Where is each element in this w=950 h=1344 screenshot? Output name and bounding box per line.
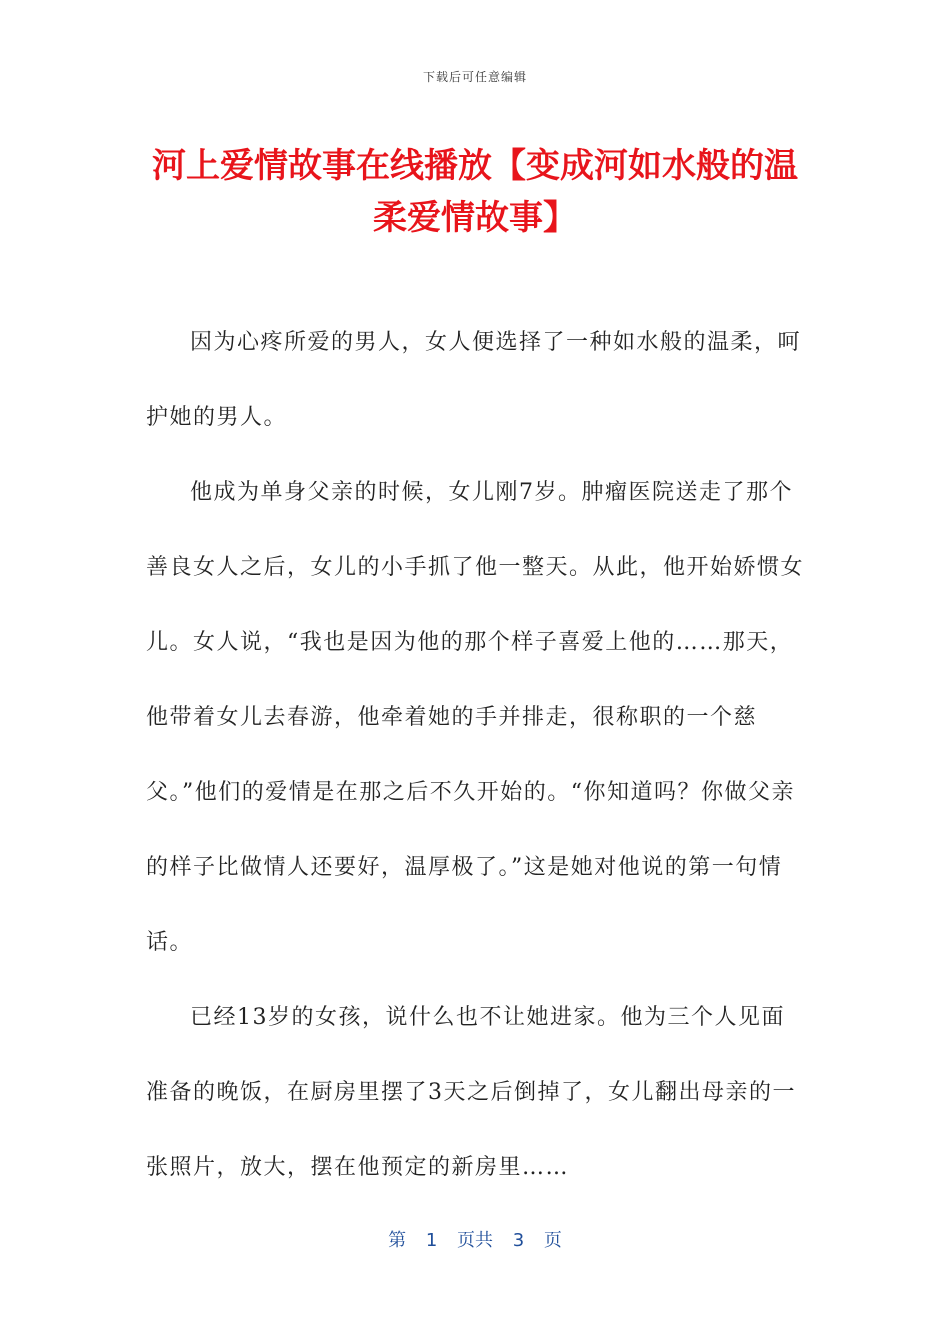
document-body bbox=[146, 305, 806, 1205]
document-title: 河上爱情故事在线播放【变成河如水般的温柔爱情故事】 bbox=[152, 146, 798, 238]
total-pages-number: 3 bbox=[512, 1230, 525, 1251]
paragraph-3: 已经13岁的女孩，说什么也不让她进家。他为三个人见面准备的晚饭，在厨房里摆了3天之后倒掉了，女儿翻出母亲的一张照片，放大，摆在他预定的新房里…… bbox=[146, 1005, 796, 1180]
page-footer bbox=[0, 1226, 950, 1252]
page-label-suffix: 页 bbox=[543, 1230, 562, 1251]
page-label-prefix: 第 bbox=[388, 1230, 407, 1251]
header-note: 下载后可任意编辑 bbox=[422, 70, 527, 84]
paragraph-1: 因为心疼所爱的男人，女人便选择了一种如水般的温柔，呵护她的男人。 bbox=[146, 330, 802, 430]
paragraph-2: 他成为单身父亲的时候，女儿刚7岁。肿瘤医院送走了那个善良女人之后，女儿的小手抓了他一整天。从此，他开始娇惯女儿。女人说，“我也是因为他的那个样子喜爱上他的……那天，他带着女儿去春游，他牵着她的手并排走，很称职的一个慈父。”他们的爱情是在那之后不久开始的。“你知道吗？你做父亲的样子比做情人还要好，温厚极了。”这是她对他说的第一句情话。 bbox=[146, 480, 805, 955]
current-page-number: 1 bbox=[425, 1230, 438, 1251]
page-label-mid: 页共 bbox=[457, 1230, 493, 1251]
